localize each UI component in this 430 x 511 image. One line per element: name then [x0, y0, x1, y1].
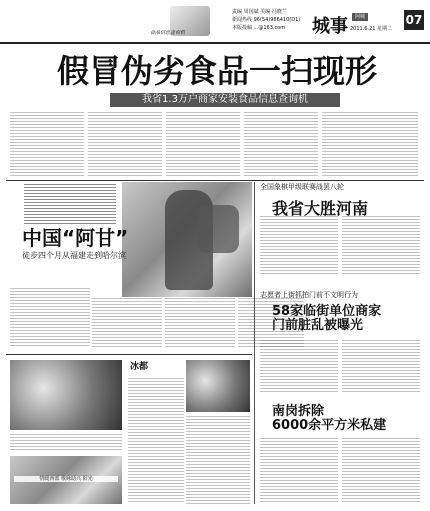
section-sub: 阿城 [352, 13, 368, 21]
volunteer-kicker: 志愿者上街抓拍门前不文明行为 [260, 291, 358, 299]
feature-subtitle: 徒步四个月从福建走到哈尔滨 [22, 251, 126, 260]
feature-intro [24, 184, 116, 224]
masthead [0, 0, 430, 44]
chess-column-2 [342, 216, 420, 274]
middle-label: 冰都 [130, 362, 149, 372]
main-subheadline: 我省1.3万户商家安装食品信息查询机 [110, 93, 340, 107]
demolition-title-1: 南岗拆除 [272, 404, 325, 419]
page-number: 07 [404, 10, 424, 30]
lead-column-1 [10, 112, 84, 176]
demolition-title-2: 6000余平方米私建 [272, 418, 387, 433]
demolition-column-2 [342, 438, 420, 504]
shops-column-2 [342, 340, 420, 394]
main-headline: 假冒伪劣食品一扫现形 [56, 52, 377, 90]
feature-column-3 [165, 298, 235, 348]
date: 2011.6.21 星期二 [350, 26, 393, 32]
middle-column-1 [128, 378, 184, 504]
chess-kicker: 全国象棋甲级联赛战罢八轮 [260, 183, 344, 191]
feature-column-2 [92, 298, 162, 348]
banner-text: 情暖西部 歌咏助兴 阳光 [14, 476, 118, 482]
section-divider [6, 180, 424, 181]
shops-column-1 [260, 340, 338, 394]
section-title: 城事 [312, 16, 348, 37]
chess-column-1 [260, 216, 338, 274]
shops-title-2: 门前脏乱被曝光 [272, 318, 364, 333]
backpack [197, 205, 239, 253]
right-column-divider [254, 182, 255, 504]
ad-text: 食品信息查询机 [150, 30, 186, 36]
contact-line-1: 责编 周国斌 美编 冯晓兰 [232, 9, 287, 15]
classroom-photo [186, 360, 250, 412]
stage-caption [10, 434, 122, 452]
feature-column-1 [10, 288, 90, 348]
middle-column-2 [186, 416, 250, 504]
demolition-column-1 [260, 438, 338, 504]
lead-column-5 [322, 112, 418, 176]
chess-title: 我省大胜河南 [272, 199, 369, 218]
lower-divider [6, 354, 252, 355]
stage-photo [10, 360, 122, 430]
shops-title-1: 58家临街单位商家 [272, 304, 382, 319]
lead-column-3 [166, 112, 240, 176]
contact-line-3: 本版投稿 ...@163.com [232, 25, 286, 31]
contact-line-2: 新闻热线 96(54)966410(D1) [232, 17, 301, 23]
lead-column-4 [244, 112, 318, 176]
feature-title: 中国“阿甘” [22, 226, 129, 250]
lead-column-2 [88, 112, 162, 176]
